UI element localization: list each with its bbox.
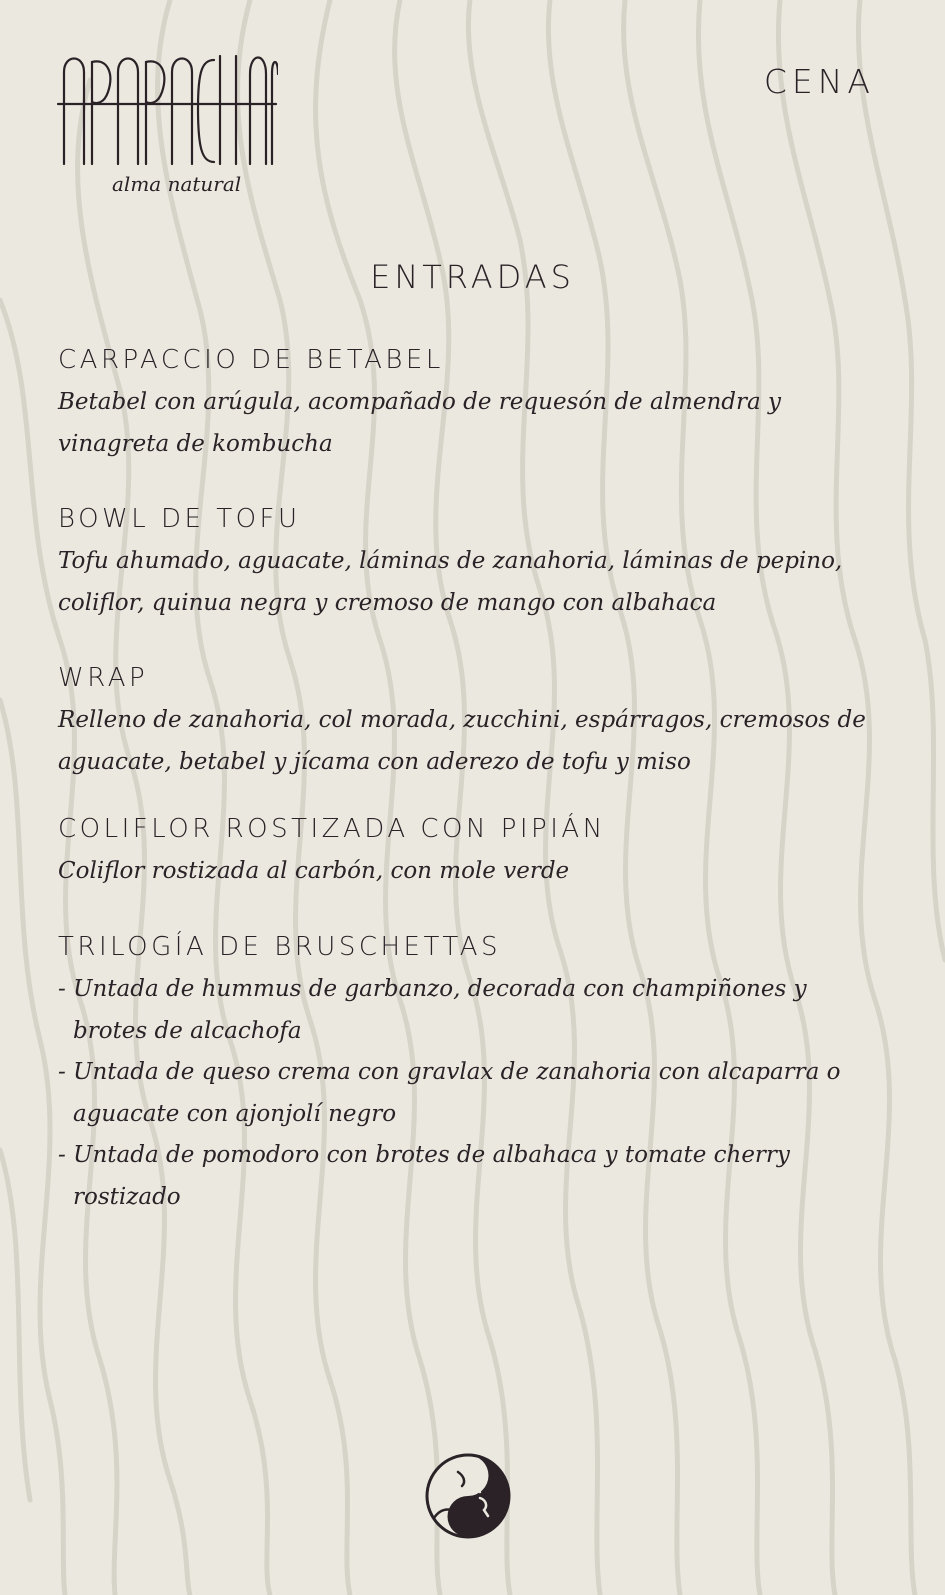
dish-description: Coliflor rostizada al carbón, con mole verde [58,858,570,884]
meal-label: CENA [763,62,875,101]
dish-item [58,503,888,624]
dish-name: COLIFLOR ROSTIZADA CON PIPIÁN [58,814,606,844]
dish-name: CARPACCIO DE BETABEL [58,345,444,375]
bruschetta-item: - Untada de queso crema con gravlax de zanahoria con alcaparra o aguacate con ajonjolí negro [58,1059,841,1127]
dish-name: WRAP [58,663,149,693]
dish-item [58,813,888,893]
dish-description: Relleno de zanahoria, col morada, zucchini, espárragos, cremosos de aguacate, betabel y jícama con aderezo de tofu y miso [58,707,866,775]
dish-item [58,662,888,783]
bruschetta-item: - Untada de hummus de garbanzo, decorada con champiñones y brotes de alcachofa [58,976,807,1044]
apapachoa-logo-mark [56,52,278,167]
dish-description: Betabel con arúgula, acompañado de requesón de almendra y vinagreta de kombucha [58,389,782,457]
dish-item [58,931,888,1218]
section-title: ENTRADAS [370,258,575,296]
yin-yang-faces-emblem-icon [424,1452,512,1540]
brand-tagline: alma natural [112,172,242,196]
dish-item [58,344,888,465]
dish-name: BOWL DE TOFU [58,504,301,534]
dish-description: Tofu ahumado, aguacate, láminas de zanahoria, láminas de pepino, coliflor, quinua negra y cremoso de mango con albahaca [58,548,843,616]
apapachoa-logo [56,52,286,167]
dish-name: TRILOGÍA DE BRUSCHETTAS [58,932,502,962]
bruschetta-list [58,969,888,1218]
bruschetta-item: - Untada de pomodoro con brotes de albahaca y tomate cherry rostizado [58,1142,790,1210]
